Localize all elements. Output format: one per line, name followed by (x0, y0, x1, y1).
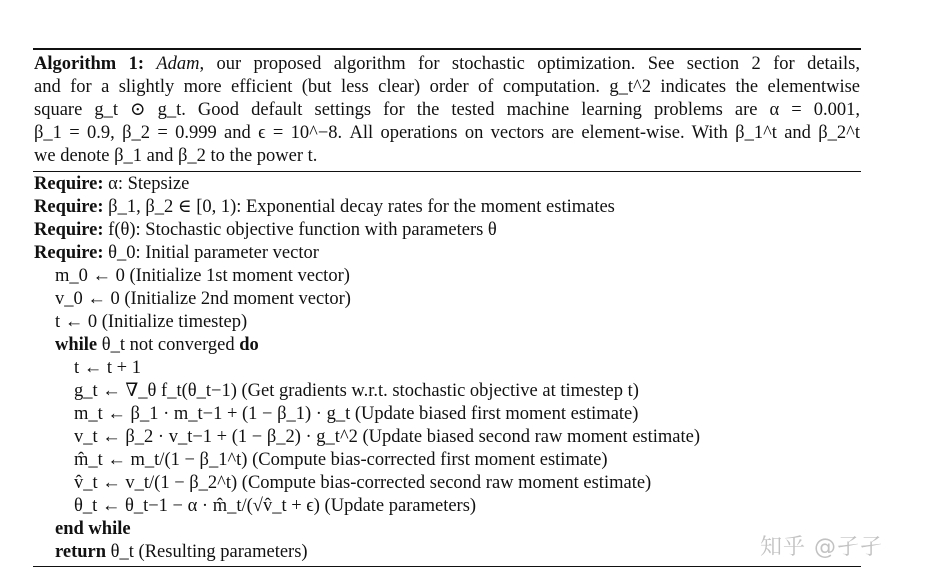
caption-line-4: β_1 = 0.9, β_2 = 0.999 and ϵ = 10^−8. All operations on vectors are element-wise. With β_1^t and β_2^t (34, 123, 860, 143)
require-text: α: Stepsize (108, 174, 190, 194)
do-keyword: do (239, 335, 259, 355)
caption-line-1 (34, 53, 860, 76)
require-text: θ_0: Initial parameter vector (108, 243, 319, 263)
caption-text-1: , our proposed algorithm for stochastic optimization. See section 2 for details, (199, 54, 860, 74)
loop-line-2: g_t ← ∇_θ f_t(θ_t−1) (Get gradients w.r.t. stochastic objective at timestep t) (74, 381, 639, 401)
algorithm-body (33, 172, 861, 566)
while-keyword: while (55, 335, 98, 355)
init-line-2: v_0 ← 0 (Initialize 2nd moment vector) (55, 289, 351, 309)
zhihu-watermark: 知乎 @孑孑 (760, 535, 883, 560)
require-line-3 (34, 219, 861, 242)
bottom-rule (33, 566, 861, 567)
algorithm-caption (33, 50, 861, 171)
loop-line-5: m̂_t ← m_t/(1 − β_1^t) (Compute bias-corrected first moment estimate) (74, 450, 608, 470)
algorithm-label: Algorithm 1: (34, 54, 144, 74)
while-line (34, 334, 861, 357)
init-line-3: t ← 0 (Initialize timestep) (55, 312, 248, 332)
require-keyword: Require: (34, 220, 104, 240)
loop-line-1: t ← t + 1 (74, 358, 141, 378)
while-condition: θ_t not converged (101, 335, 235, 355)
caption-line-2: and for a slightly more efficient (but less clear) order of computation. g_t^2 indicates the elementwise (34, 77, 860, 97)
algorithm-name: Adam (156, 54, 200, 74)
return-text: θ_t (Resulting parameters) (110, 542, 308, 562)
require-keyword: Require: (34, 197, 104, 217)
init-line-1: m_0 ← 0 (Initialize 1st moment vector) (55, 266, 350, 286)
loop-line-4: v_t ← β_2 · v_t−1 + (1 − β_2) · g_t^2 (Update biased second raw moment estimate) (74, 427, 701, 447)
require-line-2 (34, 196, 861, 219)
loop-line-6: v̂_t ← v_t/(1 − β_2^t) (Compute bias-corrected second raw moment estimate) (74, 473, 652, 493)
require-keyword: Require: (34, 243, 104, 263)
require-keyword: Require: (34, 174, 104, 194)
require-line-1 (34, 173, 861, 196)
return-keyword: return (55, 542, 107, 562)
loop-line-7: θ_t ← θ_t−1 − α · m̂_t/(√v̂_t + ϵ) (Update parameters) (74, 496, 477, 516)
algorithm-block (33, 48, 861, 567)
caption-line-5: we denote β_1 and β_2 to the power t. (34, 146, 318, 166)
end-while-line: end while (55, 519, 131, 539)
caption-line-3: square g_t ⊙ g_t. Good default settings for the tested machine learning problems are α = 0.001, (34, 100, 860, 120)
require-line-4 (34, 242, 861, 265)
loop-line-3: m_t ← β_1 · m_t−1 + (1 − β_1) · g_t (Update biased first moment estimate) (74, 404, 639, 424)
require-text: f(θ): Stochastic objective function with parameters θ (108, 220, 497, 240)
require-text: β_1, β_2 ∈ [0, 1): Exponential decay rates for the moment estimates (108, 197, 615, 217)
return-line (34, 541, 861, 564)
